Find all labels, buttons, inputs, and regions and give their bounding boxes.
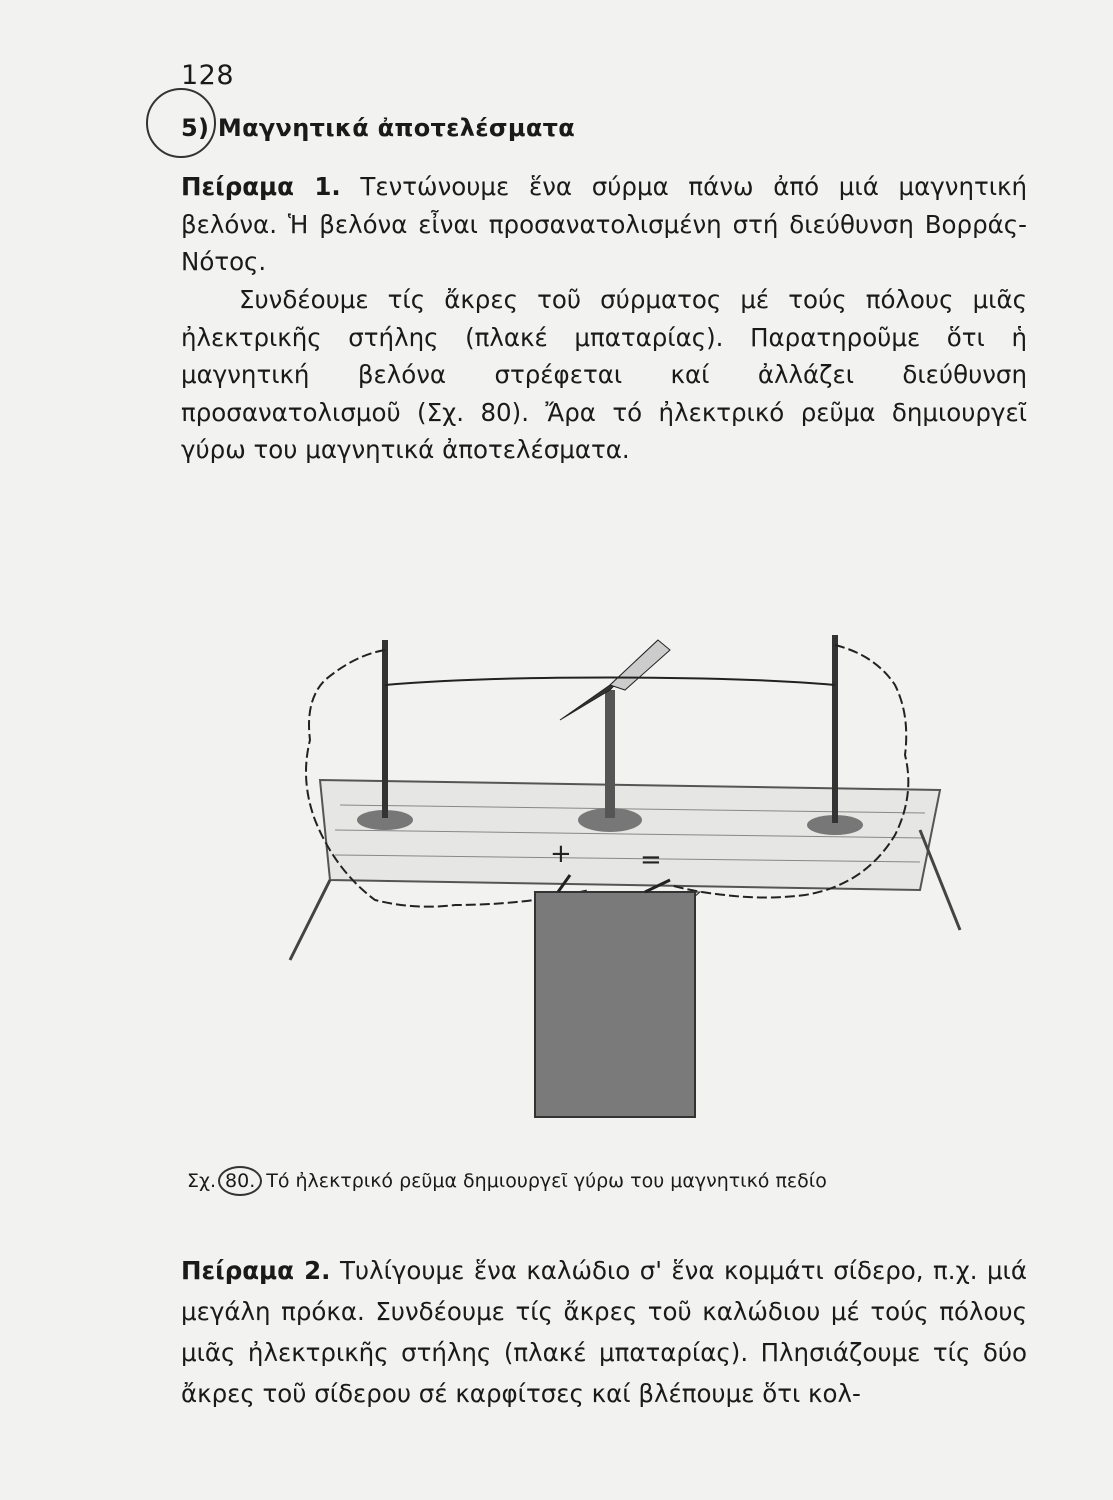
battery-body — [535, 892, 695, 1117]
experiment-1-paragraph-2: Συνδέουμε τίς ἄκρες τοῦ σύρματος μέ τούς πόλους μιᾶς ἠλεκτρικῆς στήλης (πλακέ μπαταρίας). Παρατηροῦμε ὅτι ἡ μαγνητική βελόνα στρέφεται καί ἀλλάζει διεύθυνση προσανατολισμοῦ (Σχ. 80). Ἄρα τό ἠλεκτρικό ρεῦμα δημιουργεῖ γύρω του μαγνητικά ἀποτελέσματα. — [181, 285, 1027, 464]
board — [320, 780, 940, 890]
left-leg — [290, 880, 330, 960]
experiment-1-text: Τεντώνουμε ἕνα σύρμα πάνω ἀπό μιά μαγνητική βελόνα. Ἡ βελόνα εἶναι προσανατολισμένη στή διεύθυνση Βορράς-Νότος. — [181, 172, 1027, 276]
experiment-2-text: Τυλίγουμε ἕνα καλώδιο σ' ἕνα κομμάτι σίδερο, π.χ. μιά μεγάλη πρόκα. Συνδέουμε τίς ἄκρες τοῦ καλώδιου μέ τούς πόλους μιᾶς ἠλεκτρικῆς στήλης (πλακέ μπαταρίας). Πλησιάζουμε τίς δύο ἄκρες τοῦ σίδερου σέ καρφίτσες καί βλέπουμε ὅτι κολ- — [181, 1256, 1027, 1408]
experiment-1-label: Πείραμα 1. — [181, 172, 341, 201]
wire-span — [385, 678, 835, 686]
magnetic-needle-light-half — [610, 640, 670, 690]
figure-80-illustration — [280, 630, 980, 1130]
experiment-2-label: Πείραμα 2. — [181, 1256, 331, 1285]
figure-caption — [187, 1166, 827, 1196]
experiment-1-paragraph — [181, 168, 1027, 281]
plus-sign-label: + — [550, 839, 572, 869]
page-number: 128 — [181, 60, 235, 91]
caption-text: Τό ἠλεκτρικό ρεῦμα δημιουργεῖ γύρω του μαγνητικό πεδίο — [266, 1170, 827, 1192]
section-heading: 5) Μαγνητικά ἀποτελέσματα — [181, 114, 576, 142]
experiment-2-paragraph — [181, 1250, 1027, 1414]
minus-sign-label: = — [640, 845, 662, 875]
caption-prefix: Σχ. — [187, 1170, 217, 1192]
caption-figure-number: 80. — [218, 1166, 262, 1196]
right-leg — [920, 830, 960, 930]
